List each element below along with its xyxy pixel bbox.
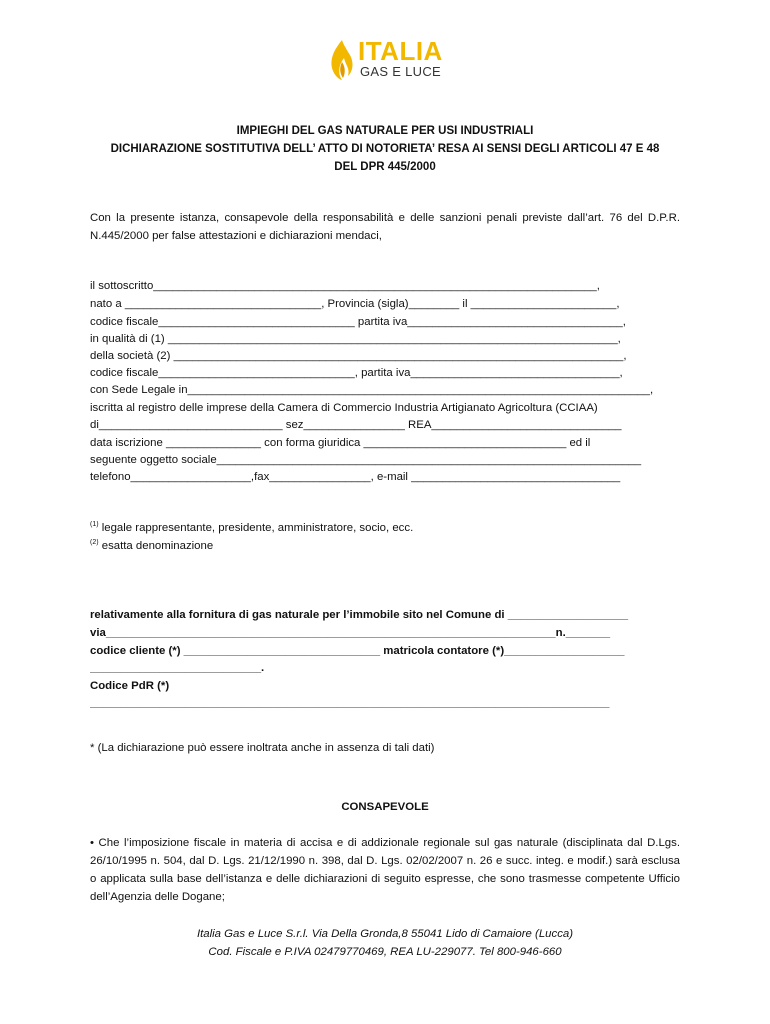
- logo-brand-text: ITALIA: [358, 36, 443, 66]
- footnote-1: [90, 521, 680, 534]
- supply-line-pdr-label: Codice PdR (*): [90, 680, 170, 692]
- form-line-data-iscrizione: data iscrizione _______________ con forma giuridica ________________________________ ed il: [90, 437, 591, 449]
- form-line-sede-legale: con Sede Legale in_________________________________________________________________________,: [90, 384, 654, 396]
- form-line-societa: della società (2) _______________________________________________________________________,: [90, 350, 627, 362]
- footnote-1-text: legale rappresentante, presidente, amministratore, socio, ecc.: [101, 521, 414, 534]
- flame-icon: [328, 38, 356, 82]
- company-logo: [328, 38, 458, 84]
- title-line-2: DICHIARAZIONE SOSTITUTIVA DELL’ ATTO DI NOTORIETA’ RESA AI SENSI DEGLI ARTICOLI 47 E 48: [110, 143, 660, 155]
- supply-line-via: via_______________________________________________________________________n._______: [90, 627, 611, 639]
- asterisk-note: * (La dichiarazione può essere inoltrata anche in assenza di tali dati): [90, 742, 435, 754]
- logo-sub-text: GAS E LUCE: [360, 64, 442, 79]
- consapevole-heading: CONSAPEVOLE: [341, 801, 429, 813]
- form-line-codice-fiscale-societa: codice fiscale_______________________________, partita iva_________________________________,: [90, 367, 623, 379]
- title-line-3: DEL DPR 445/2000: [334, 161, 436, 173]
- form-line-rea: di_____________________________ sez________________ REA______________________________: [90, 419, 622, 431]
- form-line-oggetto-sociale: seguente oggetto sociale___________________________________________________________________: [90, 454, 642, 466]
- document-title: [90, 122, 680, 176]
- form-line-codice-fiscale: codice fiscale_______________________________ partita iva__________________________________,: [90, 316, 626, 328]
- form-line-nato: nato a _______________________________, Provincia (sigla)________ il _______________________,: [90, 298, 620, 310]
- form-line-contatti: telefono___________________,fax________________, e-mail _________________________________: [90, 471, 621, 483]
- form-line-sottoscritto: il sottoscritto______________________________________________________________________,: [90, 280, 600, 292]
- intro-paragraph: Con la presente istanza, consapevole della responsabilità e delle sanzioni penali previste dall’art. 76 del D.P.R. N.445/2000 per false attestazioni e dichiarazioni mendaci,: [90, 212, 680, 242]
- supply-line-comune: relativamente alla fornitura di gas naturale per l’immobile sito nel Comune di ___________________: [90, 609, 629, 621]
- footer-fiscal: Cod. Fiscale e P.IVA 02479770469, REA LU-229077. Tel 800-946-660: [208, 946, 562, 958]
- footnote-2-text: esatta denominazione: [101, 539, 214, 552]
- footer-address: Italia Gas e Luce S.r.l. Via Della Gronda,8 55041 Lido di Camaiore (Lucca): [196, 928, 574, 940]
- footnote-2: [90, 539, 680, 552]
- footnote-1-mark: (1): [90, 521, 99, 528]
- bullet-paragraph: • Che l’imposizione fiscale in materia di accisa e di addizionale regionale sul gas naturale (disciplinata dal D.Lgs. 26/10/1995 n. 504, dal D. Lgs. 21/12/1990 n. 398, dal D. Lgs. 02/02/2007 n. 26 e succ. integ. e modif.) sarà esclusa o applicata sulla base dell’istanza e delle dichiarazioni di seguito espresse, che sono trasmesse competente Ufficio dell’Agenzia delle Dogane;: [90, 837, 680, 903]
- footnote-2-mark: (2): [90, 539, 99, 546]
- form-line-qualita: in qualità di (1) _______________________________________________________________________,: [90, 333, 621, 345]
- form-line-registro: iscritta al registro delle imprese della Camera di Commercio Industria Artigianato Agricoltura (CCIAA): [90, 402, 598, 414]
- supply-line-continuation: ___________________________.: [90, 662, 265, 674]
- supply-line-codice-cliente: codice cliente (*) _______________________________ matricola contatore (*)___________________: [90, 645, 625, 657]
- title-line-1: IMPIEGHI DEL GAS NATURALE PER USI INDUSTRIALI: [236, 125, 534, 137]
- supply-line-pdr-blank: __________________________________________________________________________________: [90, 697, 610, 709]
